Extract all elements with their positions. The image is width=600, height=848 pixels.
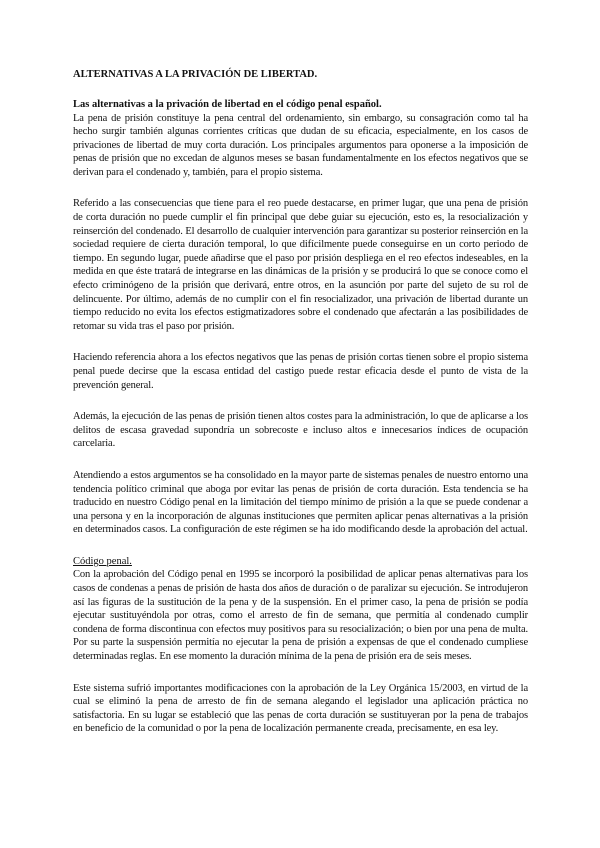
paragraph: Este sistema sufrió importantes modificaciones con la aprobación de la Ley Orgánica 15/2003, en virtud de la cual se eliminó la pena de arresto de fin de semana alegando el legislador una aplicación práctica no satisfactoria. En su lugar se estableció que las penas de corta duración se sustituyeran por la pena de trabajos en beneficio de la comunidad o por la pena de localización permanente creada, precisamente, en esa ley. [73,682,528,735]
paragraph: Con la aprobación del Código penal en 1995 se incorporó la posibilidad de aplicar penas alternativas para los casos de condenas a penas de prisión de hasta dos años de duración o de paralizar su ejecución. Se introdujeron así las figuras de la sustitución de la pena y de la suspensión. En el primer caso, la pena de prisión se podía ejecutar sustituyéndola por otras, como el arresto de fin de semana, que permitía al condenado cumplir condena de forma discontinua con efectos muy positivos para su resocialización; o bien por una pena de multa. Por su parte la suspensión permitía no ejecutar la pena de prisión a expensas de que el condenado cumpliese determinadas reglas. En ese momento la duración mínima de la pena de prisión era de seis meses. [73,569,528,662]
paragraph: Atendiendo a estos argumentos se ha consolidado en la mayor parte de sistemas penales de nuestro entorno una tendencia político criminal que aboga por evitar las penas de prisión de corta duración. Esta tendencia se ha traducido en nuestro Código penal en la limitación del tiempo mínimo de prisión a la que se puede condenar a una persona y en la incorporación de algunas instituciones que permiten aplicar penas alternativas a la prisión en determinados casos. La configuración de este régimen se ha ido modificando desde la aprobación del actual. [73,469,528,536]
paragraph: Referido a las consecuencias que tiene para el reo puede destacarse, en primer lugar, que una pena de prisión de corta duración no puede cumplir el fin principal que debe guiar su ejecución, esto es, la resocialización y reinserción del condenado. El desarrollo de cualquier intervención para garantizar su posterior reinserción en la sociedad requiere de cierta duración temporal, lo que difícilmente puede conseguirse en un corto periodo de tiempo. En segundo lugar, puede añadirse que el paso por prisión despliega en el reo efectos indeseables, en la medida en que éste tratará de integrarse en las dinámicas de la prisión y se producirá lo que se conoce como el efecto criminógeno de la prisión que derivará, entre otros, en la asunción por parte del sujeto de su rol de delincuente. Por último, además de no cumplir con el fin resocializador, una privación de libertad durante un tiempo reducido no evita los efectos estigmatizadores sobre el condenado que afectarán a las posibilidades de retomar su vida tras el paso por prisión. [73,198,528,332]
paragraph: La pena de prisión constituye la pena central del ordenamiento, sin embargo, su consagración como tal ha hecho surgir también algunas corrientes críticas que dudan de su eficacia, especialmente, en los casos de privaciones de libertad de muy corta duración. Los principales argumentos para oponerse a la imposición de penas de prisión que no excedan de algunos meses se basan fundamentalmente en los efectos negativos que se derivan para el condenado y, también, para el propio sistema. [73,112,528,178]
section-heading-alternativas: Las alternativas a la privación de libertad en el código penal español. [73,99,382,110]
paragraph: Haciendo referencia ahora a los efectos negativos que las penas de prisión cortas tienen sobre el propio sistema penal puede decirse que la escasa entidad del castigo puede restar eficacia desde el punto de vista de la prevención general. [73,352,528,391]
paragraph: Además, la ejecución de las penas de prisión tienen altos costes para la administración, lo que de aplicarse a los delitos de escasa gravedad supondría un sobrecoste e incluso altos e innecesarios índices de ocupación carcelaria. [73,411,528,450]
document-title: ALTERNATIVAS A LA PRIVACIÓN DE LIBERTAD. [73,69,318,80]
section-heading-codigo-penal: Código penal. [73,555,132,567]
